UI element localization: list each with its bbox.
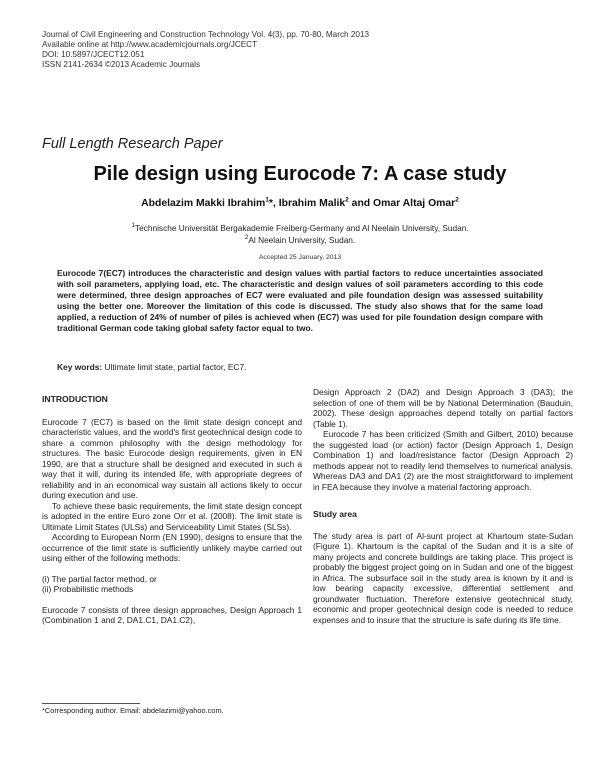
footnote-divider	[42, 703, 140, 704]
keywords-text: Ultimate limit state, partial factor, EC7.	[104, 362, 247, 372]
paragraph: Eurocode 7 consists of three design approaches, Design Approach 1 (Combination 1 and 2, DA1.C1, DA1.C2),	[42, 604, 302, 625]
abstract: Eurocode 7(EC7) introduces the characteristic and design values with partial factors to reduce uncertainties associated with soil parameters, applying load, etc. The characteristic and design values of soil parameters according to this code were determined, three design approaches of EC7 were evaluated and pile foundation design was assessed suitability using the better one. Moreover the limitation of this code is discussed. The study also shows that for the same load applied, a reduction of 24% of number of piles is achieved when (EC7) was used for pile foundation design compare with traditional German code taking global safety factor equal to two.	[57, 268, 543, 334]
affiliation-1: $^1$Technische Universität Bergakademie Freiberg-Germany and Al Neelain University, Sudan.	[131, 222, 469, 233]
author-3-affiliation: 2	[455, 196, 459, 204]
affiliation-2: $^2$Al Neelain University, Sudan.	[244, 234, 356, 245]
list-item: (i) The partial factor method, or	[42, 573, 157, 584]
author-separator: ,	[272, 198, 279, 209]
journal-header	[42, 30, 369, 70]
author-1: Abdelazim Makki Ibrahim	[141, 198, 266, 209]
corresponding-author-footnote: *Corresponding author. Email: abdelazimi@yahoo.com.	[42, 706, 224, 715]
section-heading-introduction: INTRODUCTION	[42, 394, 108, 404]
paragraph: Eurocode 7 has been criticized (Smith and Gilbert, 2010) because the suggested load (or action) factor (Design Approach 1, Design Combination 1) and load/resistance factor (Design Approach 2) methods appear not to readily lend themselves to numerical analysis. Whereas DA3 and DA1 (2) are the most straightforward to implement in FEA because they involve a material factoring approach.	[313, 429, 573, 492]
paragraph: Design Approach 2 (DA2) and Design Approach 3 (DA3); the selection of one of them will be by National Determination (Bauduin, 2002). These design approaches depend totally on partial factors (Table 1).	[313, 387, 573, 429]
journal-issn: ISSN 2141-2634 ©2013 Academic Journals	[42, 60, 201, 69]
paper-type: Full Length Research Paper	[42, 136, 223, 152]
author-1-affiliation: 1	[265, 196, 269, 204]
author-2-affiliation: 2	[345, 196, 349, 204]
journal-doi: DOI: 10.5897/JCECT12.051	[42, 50, 145, 59]
right-column	[313, 387, 573, 625]
paragraph: According to European Norm (EN 1990), designs to ensure that the occurrence of the limit state is sufficiently unlikely maybe carried out using either of the following methods:	[42, 532, 302, 563]
journal-citation: Journal of Civil Engineering and Construction Technology Vol. 4(3), pp. 70-80, March 2013	[42, 30, 370, 39]
affiliations	[0, 222, 600, 246]
paragraph: The study area is part of Al-sunt project at Khartoum state-Sudan (Figure 1). Khartoum is the capital of the Sudan and it is a site of many projects and concrete buildings are taking place. This project is probably the biggest project going on in Sudan and one of the biggest in Africa. The subsurface soil in the study area is known by it and is low bearing capacity excessive, differential settlement and groundwater fluctuation. Therefore extensive geotechnical study, economic and proper geotechnical design code is needed to reduce expenses and to insure that the structure is safe during its life time.	[313, 530, 573, 625]
section-heading-study-area: Study area	[313, 509, 357, 519]
accepted-date: Accepted 25 January, 2013	[258, 254, 342, 261]
journal-availability: Available online at http://www.academicjournals.org/JCECT	[42, 40, 258, 49]
keywords-label: Key words:	[57, 362, 103, 372]
author-2: Ibrahim Malik	[278, 198, 346, 209]
author-separator: and	[348, 198, 374, 209]
author-1-corresponding-mark: *	[268, 198, 273, 209]
paragraph: Eurocode 7 (EC7) is based on the limit state design concept and characteristic values, and the world's first geotechnical design code to share a common philosophy with the design methodology for structures. The basic Eurocode design requirements, given in EN 1990, are that a structure shall be designed and executed in such a way that it will, during its intended life, with appropriate degrees of reliability and in an economical way sustain all actions likely to occur during execution and use.	[42, 416, 302, 500]
paragraph: To achieve these basic requirements, the limit state design concept is adopted in the entire Euro zone Orr et al. (2008). The limit state is Ultimate Limit States (ULSs) and Serviceability Limit States (SLSs).	[42, 500, 302, 532]
paper-title: Pile design using Eurocode 7: A case study	[93, 163, 507, 185]
keywords	[57, 362, 543, 372]
author-3: Omar Altaj Omar	[373, 198, 456, 209]
author-list	[0, 198, 600, 209]
left-column	[42, 394, 302, 626]
list-item: (ii) Probabilistic methods	[42, 584, 134, 594]
